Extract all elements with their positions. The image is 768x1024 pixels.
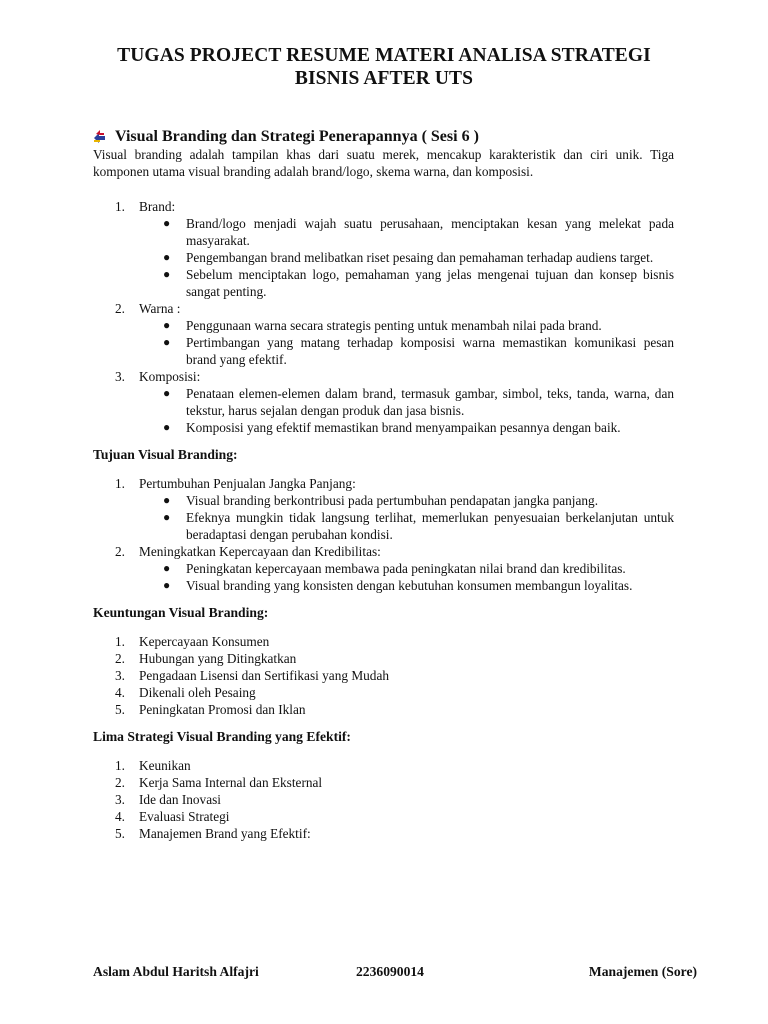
component-item	[93, 300, 674, 368]
list-item: 2. Hubungan yang Ditingkatkan	[115, 651, 297, 666]
component-item	[93, 198, 674, 300]
tujuan-label: Pertumbuhan Penjualan Jangka Panjang:	[139, 476, 356, 491]
document-body	[93, 127, 674, 842]
bullet-item: ● Penggunaan warna secara strategis penting untuk menambah nilai pada brand.	[163, 318, 602, 333]
component-bullets	[139, 385, 674, 436]
strategi-list	[93, 757, 674, 842]
list-item: 5. Manajemen Brand yang Efektif:	[115, 826, 311, 841]
bullet-dot-icon: ●	[163, 510, 171, 524]
list-item: 1. Kepercayaan Konsumen	[115, 634, 270, 649]
bullet-dot-icon: ●	[163, 216, 171, 230]
section-heading	[115, 127, 674, 146]
bullet-item: ● Penataan elemen-elemen dalam brand, termasuk gambar, simbol, teks, tanda, warna, dan tekstur, harus sejalan dengan produk dan jasa bisnis.	[163, 386, 674, 418]
tujuan-heading: Tujuan Visual Branding:	[93, 447, 238, 462]
component-bullets	[139, 215, 674, 300]
section-heading-text: Visual Branding dan Strategi Penerapannya ( Sesi 6 )	[115, 128, 479, 145]
list-item: 3. Ide dan Inovasi	[115, 792, 221, 807]
component-label: Komposisi:	[139, 369, 201, 384]
bullet-item: ● Peningkatan kepercayaan membawa pada peningkatan nilai brand dan kredibilitas.	[163, 561, 626, 576]
strategi-heading: Lima Strategi Visual Branding yang Efektif:	[93, 729, 351, 744]
footer-program: Manajemen (Sore)	[588, 964, 697, 979]
bullet-item: ● Brand/logo menjadi wajah suatu perusahaan, menciptakan kesan yang melekat pada masyarakat.	[163, 216, 674, 248]
bullet-dot-icon: ●	[163, 318, 171, 332]
bullet-item: ● Sebelum menciptakan logo, pemahaman yang jelas mengenai tujuan dan konsep bisnis sangat penting.	[163, 267, 674, 299]
bullet-dot-icon: ●	[163, 493, 171, 507]
component-label: Warna :	[139, 301, 181, 316]
document-title	[60, 44, 708, 90]
tujuan-item	[93, 475, 674, 543]
component-bullets	[139, 317, 674, 368]
intro-paragraph: Visual branding adalah tampilan khas dari suatu merek, mencakup karakteristik dan ciri unik. Tiga komponen utama visual branding adalah brand/logo, skema warna, dan komposisi.	[93, 147, 674, 179]
footer-student-id: 2236090014	[356, 964, 424, 979]
component-item	[93, 368, 674, 436]
bullet-dot-icon: ●	[163, 420, 171, 434]
arrow-bullet-icon	[93, 130, 106, 143]
list-number: 1.	[115, 476, 125, 491]
bullet-dot-icon: ●	[163, 250, 171, 264]
list-item: 4. Dikenali oleh Pesaing	[115, 685, 256, 700]
list-item: 2. Kerja Sama Internal dan Eksternal	[115, 775, 323, 790]
bullet-dot-icon: ●	[163, 267, 171, 281]
bullet-item: ● Komposisi yang efektif memastikan brand menyampaikan pesannya dengan baik.	[163, 420, 621, 435]
keuntungan-heading: Keuntungan Visual Branding:	[93, 605, 269, 620]
bullet-item: ● Visual branding berkontribusi pada pertumbuhan pendapatan jangka panjang.	[163, 493, 599, 508]
tujuan-bullets	[139, 560, 674, 594]
list-item: 1. Keunikan	[115, 758, 191, 773]
list-item: 3. Pengadaan Lisensi dan Sertifikasi yang Mudah	[115, 668, 389, 683]
list-item: 5. Peningkatan Promosi dan Iklan	[115, 702, 306, 717]
list-number: 1.	[115, 199, 125, 214]
bullet-dot-icon: ●	[163, 578, 171, 592]
title-line-2: BISNIS AFTER UTS	[294, 68, 474, 89]
list-item: 4. Evaluasi Strategi	[115, 809, 230, 824]
bullet-item: ● Visual branding yang konsisten dengan kebutuhan konsumen membangun loyalitas.	[163, 578, 633, 593]
bullet-dot-icon: ●	[163, 335, 171, 349]
component-label: Brand:	[139, 199, 176, 214]
components-list	[93, 198, 674, 436]
tujuan-label: Meningkatkan Kepercayaan dan Kredibilitas:	[139, 544, 381, 559]
bullet-item: ● Pengembangan brand melibatkan riset pesaing dan pemahaman terhadap audiens target.	[163, 250, 654, 265]
bullet-item: ● Efeknya mungkin tidak langsung terlihat, memerlukan penyesuaian berkelanjutan untuk beradaptasi dengan perubahan kondisi.	[163, 510, 674, 542]
tujuan-bullets	[139, 492, 674, 543]
list-number: 2.	[115, 544, 125, 559]
list-number: 2.	[115, 301, 125, 316]
bullet-dot-icon: ●	[163, 561, 171, 575]
title-line-1: TUGAS PROJECT RESUME MATERI ANALISA STRATEGI	[117, 45, 651, 66]
tujuan-item	[93, 543, 674, 594]
bullet-item: ● Pertimbangan yang matang terhadap komposisi warna memastikan komunikasi pesan brand yang efektif.	[163, 335, 674, 367]
tujuan-list	[93, 475, 674, 594]
bullet-dot-icon: ●	[163, 386, 171, 400]
keuntungan-list	[93, 633, 674, 718]
footer-author-name: Aslam Abdul Haritsh Alfajri	[93, 964, 259, 979]
list-number: 3.	[115, 369, 125, 384]
document-footer	[93, 964, 697, 982]
